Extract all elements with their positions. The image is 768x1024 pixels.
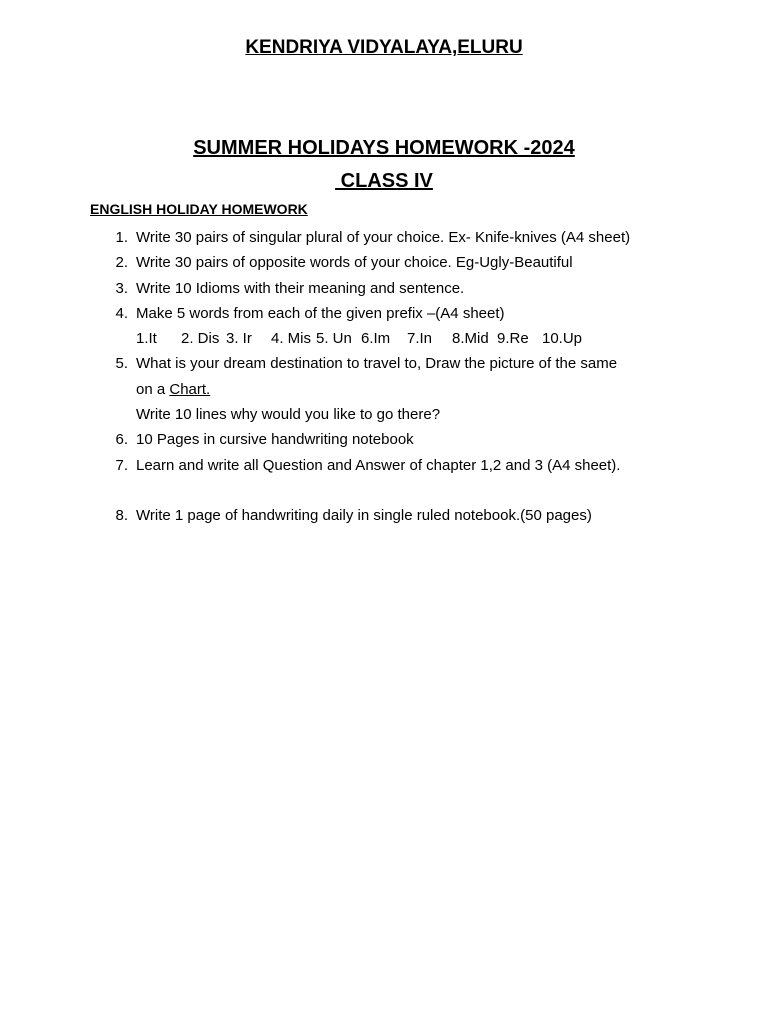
list-item xyxy=(0,250,768,275)
homework-list xyxy=(0,225,768,529)
prefix-item: 5. Un xyxy=(316,330,352,348)
item-number: 2. xyxy=(115,254,128,272)
prefix-item: 9.Re xyxy=(497,330,529,348)
item-text: Write 30 pairs of singular plural of your choice. Ex- Knife-knives (A4 sheet) xyxy=(136,229,631,246)
prefix-list xyxy=(0,326,768,351)
item-text: Write 10 Idioms with their meaning and sentence. xyxy=(136,279,465,297)
prefix-item: 10.Up xyxy=(542,330,583,348)
item-extra-text: Write 10 lines why would you like to go there? xyxy=(136,406,441,424)
item-number: 1. xyxy=(115,229,128,246)
prefix-item: 3. Ir xyxy=(226,330,252,348)
prefix-item: 2. Dis xyxy=(181,330,220,348)
section-heading: ENGLISH HOLIDAY HOMEWORK xyxy=(90,201,308,217)
prefix-item: 4. Mis xyxy=(271,330,312,348)
prefix-item: 8.Mid xyxy=(452,330,489,348)
list-item-extra xyxy=(0,402,768,427)
continuation-prefix: on a xyxy=(136,380,170,398)
list-item xyxy=(0,301,768,326)
item-text: What is your dream destination to travel to, Draw the picture of the same xyxy=(136,355,618,373)
prefix-item: 1.It xyxy=(136,330,157,348)
item-text: Make 5 words from each of the given prefix –(A4 sheet) xyxy=(136,304,505,322)
prefix-item: 6.Im xyxy=(361,330,391,348)
list-item-continuation xyxy=(0,377,768,402)
item-number: 8. xyxy=(115,507,128,525)
item-number: 6. xyxy=(115,431,128,449)
prefix-item: 7.In xyxy=(407,330,433,348)
item-text: Learn and write all Question and Answer of chapter 1,2 and 3 (A4 sheet). xyxy=(136,456,621,474)
item-text-continuation xyxy=(136,377,210,402)
list-item xyxy=(0,453,768,478)
item-number: 3. xyxy=(115,279,128,297)
list-item xyxy=(0,427,768,452)
list-item xyxy=(0,351,768,376)
item-number: 4. xyxy=(115,304,128,322)
chart-word: Chart. xyxy=(169,380,211,398)
class-heading: CLASS IV xyxy=(335,170,433,192)
blank-line xyxy=(0,478,768,503)
list-item xyxy=(0,276,768,301)
item-text: 10 Pages in cursive handwriting notebook xyxy=(136,431,414,449)
prefix-row xyxy=(136,326,596,351)
list-item xyxy=(0,225,768,250)
item-number: 5. xyxy=(115,355,128,373)
homework-title: SUMMER HOLIDAYS HOMEWORK -2024 xyxy=(193,137,575,159)
item-number: 7. xyxy=(115,456,128,474)
school-name: KENDRIYA VIDYALAYA,ELURU xyxy=(245,37,523,58)
item-text: Write 30 pairs of opposite words of your choice. Eg-Ugly-Beautiful xyxy=(136,254,573,272)
item-text: Write 1 page of handwriting daily in single ruled notebook.(50 pages) xyxy=(136,507,592,525)
list-item xyxy=(0,503,768,528)
